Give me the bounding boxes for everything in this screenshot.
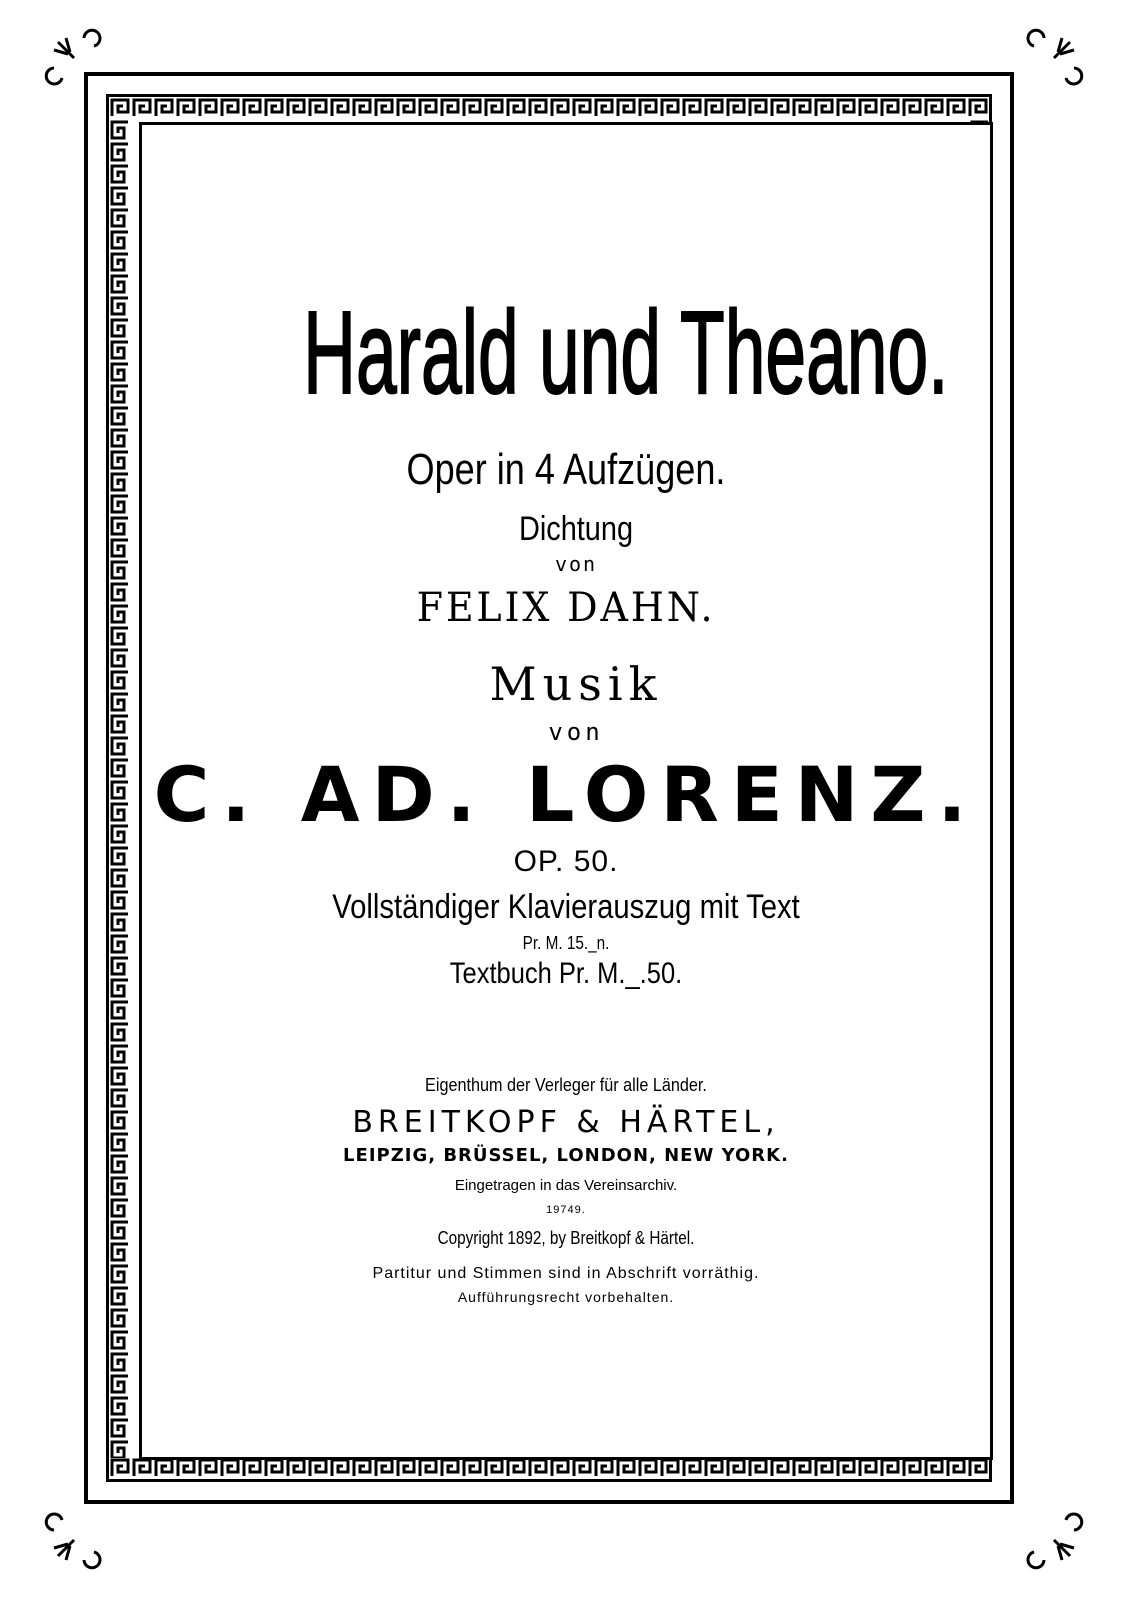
opera-subtitle: Oper in 4 Aufzügen. bbox=[406, 445, 726, 494]
edition-price: Pr. M. 15._n. bbox=[522, 933, 610, 953]
von-label: von bbox=[554, 552, 598, 576]
opera-title: Harald und Theano. bbox=[303, 287, 949, 419]
rights-notice: Eigenthum der Verleger für alle Länder. bbox=[425, 1075, 707, 1095]
opus-number: OP. 50. bbox=[513, 845, 619, 878]
registration-notice: Eingetragen in das Vereinsarchiv. bbox=[454, 1177, 678, 1194]
plate-number: 19749. bbox=[546, 1204, 586, 1216]
scores-note: Partitur und Stimmen sind in Abschrift vorräthig. bbox=[372, 1265, 760, 1282]
publisher-name: BREITKOPF & HÄRTEL, bbox=[352, 1105, 780, 1140]
corner-ornament-icon bbox=[1014, 1500, 1084, 1570]
publisher-cities: LEIPZIG, BRÜSSEL, LONDON, NEW YORK. bbox=[343, 1145, 789, 1166]
performance-rights-note: Aufführungsrecht vorbehalten. bbox=[457, 1289, 675, 1305]
librettist-name: FELIX DAHN. bbox=[416, 585, 716, 631]
von-label: von bbox=[548, 718, 604, 746]
copyright-notice: Copyright 1892, by Breitkopf & Härtel. bbox=[437, 1228, 695, 1248]
title-panel bbox=[139, 122, 993, 1460]
corner-ornament-icon bbox=[1014, 28, 1084, 98]
composer-name: C. AD. LORENZ. bbox=[153, 750, 979, 839]
corner-ornament-icon bbox=[44, 28, 114, 98]
corner-ornament-icon bbox=[44, 1500, 114, 1570]
edition-description: Vollständiger Klavierauszug mit Text bbox=[332, 888, 800, 926]
libretto-label: Dichtung bbox=[518, 510, 634, 548]
textbook-price: Textbuch Pr. M._.50. bbox=[449, 957, 683, 990]
music-label: Musik bbox=[489, 657, 663, 711]
